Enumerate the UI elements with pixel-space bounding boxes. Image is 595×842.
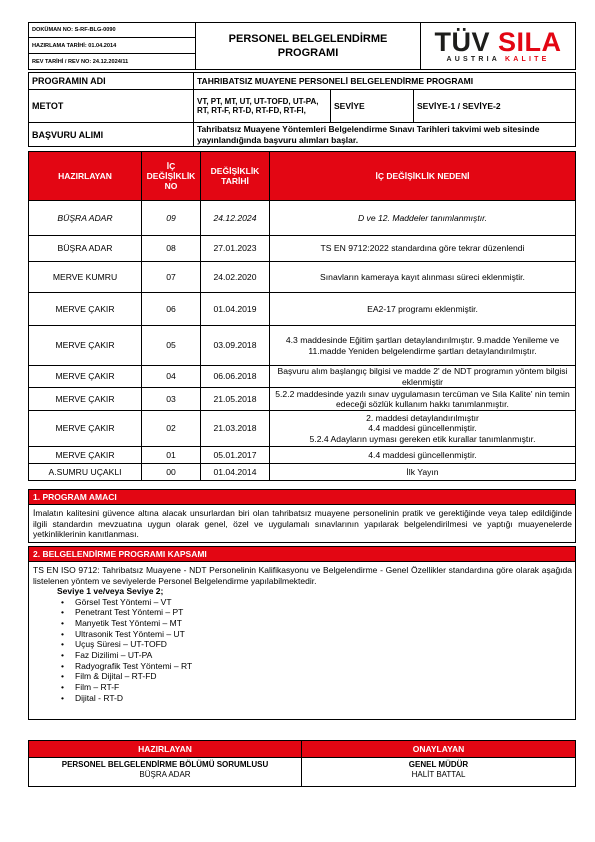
logo-austria: AUSTRIA bbox=[446, 55, 500, 63]
change-reason-cell: Sınavların kameraya kayıt alınması süreci eklenmiştir. bbox=[270, 262, 576, 293]
section-2-subheading: Seviye 1 ve/veya Seviye 2; bbox=[57, 586, 164, 596]
seviye-value: SEVİYE-1 / SEVİYE-2 bbox=[414, 90, 576, 123]
section-1-title: 1. PROGRAM AMACI bbox=[29, 490, 575, 504]
revision-rows bbox=[29, 201, 576, 481]
section-program-purpose bbox=[28, 489, 576, 543]
document-header bbox=[28, 22, 576, 70]
change-no-cell: 07 bbox=[142, 262, 201, 293]
table-row bbox=[29, 366, 576, 388]
change-date-cell: 01.04.2019 bbox=[201, 293, 270, 326]
prepared-by-cell: MERVE ÇAKIR bbox=[29, 366, 142, 388]
change-no-cell: 05 bbox=[142, 326, 201, 366]
prepared-by-cell: BÜŞRA ADAR bbox=[29, 201, 142, 236]
change-reason-cell bbox=[270, 411, 576, 447]
revision-info: REV TARİHİ / REV NO: 24.12.2024/11 bbox=[29, 54, 196, 70]
prepared-by-cell: MERVE KUMRU bbox=[29, 262, 142, 293]
basvuru-label: BAŞVURU ALIMI bbox=[29, 123, 194, 147]
doc-no: DOKÜMAN NO: S-RF-BLG-0090 bbox=[29, 23, 196, 38]
change-date-cell: 24.02.2020 bbox=[201, 262, 270, 293]
change-reason-line: 2. maddesi detaylandırılmıştır bbox=[366, 412, 479, 423]
logo-tuv: TÜV bbox=[434, 26, 490, 57]
col-header-change-no: İÇ DEĞİŞİKLİK NO bbox=[142, 152, 201, 201]
approved-signature bbox=[302, 758, 576, 787]
prepared-by-cell: BÜŞRA ADAR bbox=[29, 236, 142, 262]
table-row bbox=[29, 447, 576, 464]
section-2-text: TS EN ISO 9712: Tahribatsız Muayene - NDT Personelinin Kalifikasyonu ve Belgelendirme - Genel Özellikler standardına göre olarak aşağıda listelenen yöntem ve seviyelerde Personel Belgelendirme yapılabilmektedir. bbox=[29, 561, 575, 586]
logo-kalite: KALITE bbox=[504, 55, 550, 63]
prepared-role: PERSONEL BELGELENDİRME BÖLÜMÜ SORUMLUSU bbox=[61, 760, 269, 769]
table-row bbox=[29, 411, 576, 447]
change-no-cell: 00 bbox=[142, 464, 201, 481]
change-date-cell: 21.03.2018 bbox=[201, 411, 270, 447]
change-reason-line: 5.2.4 Adayların uyması gereken etik kurallar tanımlanmıştır. bbox=[309, 433, 536, 444]
basvuru-value: Tahribatsız Muayene Yöntemleri Belgelendirme Sınavı Tarihleri takvimi web sitesinde yayınlandığında başvuru alımları başlar. bbox=[194, 123, 576, 147]
method-list-item: • Dijital - RT-D bbox=[61, 693, 575, 704]
program-info-table bbox=[28, 72, 576, 147]
program-label: PROGRAMIN ADI bbox=[29, 73, 194, 90]
methods-list bbox=[29, 597, 575, 704]
change-no-cell: 04 bbox=[142, 366, 201, 388]
table-row bbox=[29, 293, 576, 326]
change-reason-cell: 5.2.2 maddesinde yazılı sınav uygulamasın tercüman ve Sıla Kalite' nin temin edeceği sözlük kullanım hakkı tanımlanmıştır. bbox=[270, 388, 576, 411]
program-value: TAHRIBATSIZ MUAYENE PERSONELİ BELGELENDİRME PROGRAMI bbox=[194, 73, 576, 90]
change-reason-cell: D ve 12. Maddeler tanımlanmıştır. bbox=[270, 201, 576, 236]
change-reason-cell: 4.3 maddesinde Eğitim şartları detaylandırılmıştır. 9.madde Yenileme ve 11.madde Yeniden belgelendirme şartları detaylandırılmıştır. bbox=[270, 326, 576, 366]
prepared-by-cell: MERVE ÇAKIR bbox=[29, 447, 142, 464]
table-row bbox=[29, 388, 576, 411]
method-list-item: • Ultrasonik Test Yöntemi – UT bbox=[61, 629, 575, 640]
prepared-signature bbox=[29, 758, 302, 787]
approved-name: HALİT BATTAL bbox=[411, 770, 466, 779]
method-list-item: • Film & Dijital – RT-FD bbox=[61, 671, 575, 682]
method-list-item: • Manyetik Test Yöntemi – MT bbox=[61, 618, 575, 629]
col-header-change-reason: İÇ DEĞİŞİKLİK NEDENİ bbox=[270, 152, 576, 201]
approved-header: ONAYLAYAN bbox=[302, 741, 576, 758]
revision-table bbox=[28, 151, 576, 481]
change-reason-cell: EA2-17 programı eklenmiştir. bbox=[270, 293, 576, 326]
prepared-name: BÜŞRA ADAR bbox=[139, 770, 191, 779]
change-reason-cell: TS EN 9712:2022 standardına göre tekrar düzenlendi bbox=[270, 236, 576, 262]
change-no-cell: 09 bbox=[142, 201, 201, 236]
change-no-cell: 03 bbox=[142, 388, 201, 411]
section-program-scope bbox=[28, 546, 576, 720]
prepared-by-cell: MERVE ÇAKIR bbox=[29, 388, 142, 411]
table-row bbox=[29, 464, 576, 481]
document-title bbox=[196, 23, 421, 70]
table-row bbox=[29, 326, 576, 366]
change-date-cell: 03.09.2018 bbox=[201, 326, 270, 366]
method-list-item: • Film – RT-F bbox=[61, 682, 575, 693]
method-list-item: • Görsel Test Yöntemi – VT bbox=[61, 597, 575, 608]
change-no-cell: 08 bbox=[142, 236, 201, 262]
method-list-item: • Penetrant Test Yöntemi – PT bbox=[61, 607, 575, 618]
method-list-item: • Radyografik Test Yöntemi – RT bbox=[61, 661, 575, 672]
prepared-by-cell: MERVE ÇAKIR bbox=[29, 411, 142, 447]
table-row bbox=[29, 262, 576, 293]
change-date-cell: 01.04.2014 bbox=[201, 464, 270, 481]
change-reason-cell: Başvuru alım başlangıç bilgisi ve madde 2' de NDT programın yöntem bilgisi eklenmiştir bbox=[270, 366, 576, 388]
company-logo bbox=[421, 23, 576, 70]
table-row bbox=[29, 201, 576, 236]
change-no-cell: 06 bbox=[142, 293, 201, 326]
change-date-cell: 06.06.2018 bbox=[201, 366, 270, 388]
change-date-cell: 27.01.2023 bbox=[201, 236, 270, 262]
section-1-text: İmalatın kalitesini güvence altına alacak unsurlardan biri olan tahribatsız muayene personelinin pratik ve gerektiğinde veya talep edildiğinde ilgili standardın mevzuatına uygun olarak genel, özel ve uygulamalı sınavlarının yapılarak belgelendirilmesi ve yaptığı muayenelerde yetkinliklerinin kanıtlanması. bbox=[29, 504, 575, 542]
method-list-item: • Faz Dizilimi – UT-PA bbox=[61, 650, 575, 661]
change-no-cell: 01 bbox=[142, 447, 201, 464]
metot-value: VT, PT, MT, UT, UT-TOFD, UT-PA, RT, RT-F, RT-D, RT-FD, RT-FI, bbox=[194, 90, 331, 123]
col-header-change-date: DEĞİŞİKLİK TARİHİ bbox=[201, 152, 270, 201]
change-reason-cell: İlk Yayın bbox=[270, 464, 576, 481]
title-line-2: PROGRAMI bbox=[277, 47, 339, 59]
prepared-by-cell: MERVE ÇAKIR bbox=[29, 326, 142, 366]
table-row bbox=[29, 236, 576, 262]
metot-label: METOT bbox=[29, 90, 194, 123]
change-reason-cell: 4.4 maddesi güncellenmiştir. bbox=[270, 447, 576, 464]
col-header-prepared-by: HAZIRLAYAN bbox=[29, 152, 142, 201]
change-reason-line: 4.4 maddesi güncellenmiştir. bbox=[368, 423, 477, 434]
seviye-label: SEVİYE bbox=[331, 90, 414, 123]
signature-table bbox=[28, 740, 576, 787]
section-2-title: 2. BELGELENDİRME PROGRAMI KAPSAMI bbox=[29, 547, 575, 561]
change-date-cell: 21.05.2018 bbox=[201, 388, 270, 411]
title-line-1: PERSONEL BELGELENDİRME bbox=[228, 33, 388, 45]
prepared-header: HAZIRLAYAN bbox=[29, 741, 302, 758]
approved-role: GENEL MÜDÜR bbox=[408, 760, 469, 769]
prep-date: HAZIRLAMA TARİHİ: 01.04.2014 bbox=[29, 38, 196, 54]
prepared-by-cell: A.SUMRU UÇAKLI bbox=[29, 464, 142, 481]
method-list-item: • Uçuş Süresi – UT-TOFD bbox=[61, 639, 575, 650]
change-date-cell: 24.12.2024 bbox=[201, 201, 270, 236]
change-no-cell: 02 bbox=[142, 411, 201, 447]
prepared-by-cell: MERVE ÇAKIR bbox=[29, 293, 142, 326]
logo-sila: SILA bbox=[498, 26, 562, 57]
change-date-cell: 05.01.2017 bbox=[201, 447, 270, 464]
